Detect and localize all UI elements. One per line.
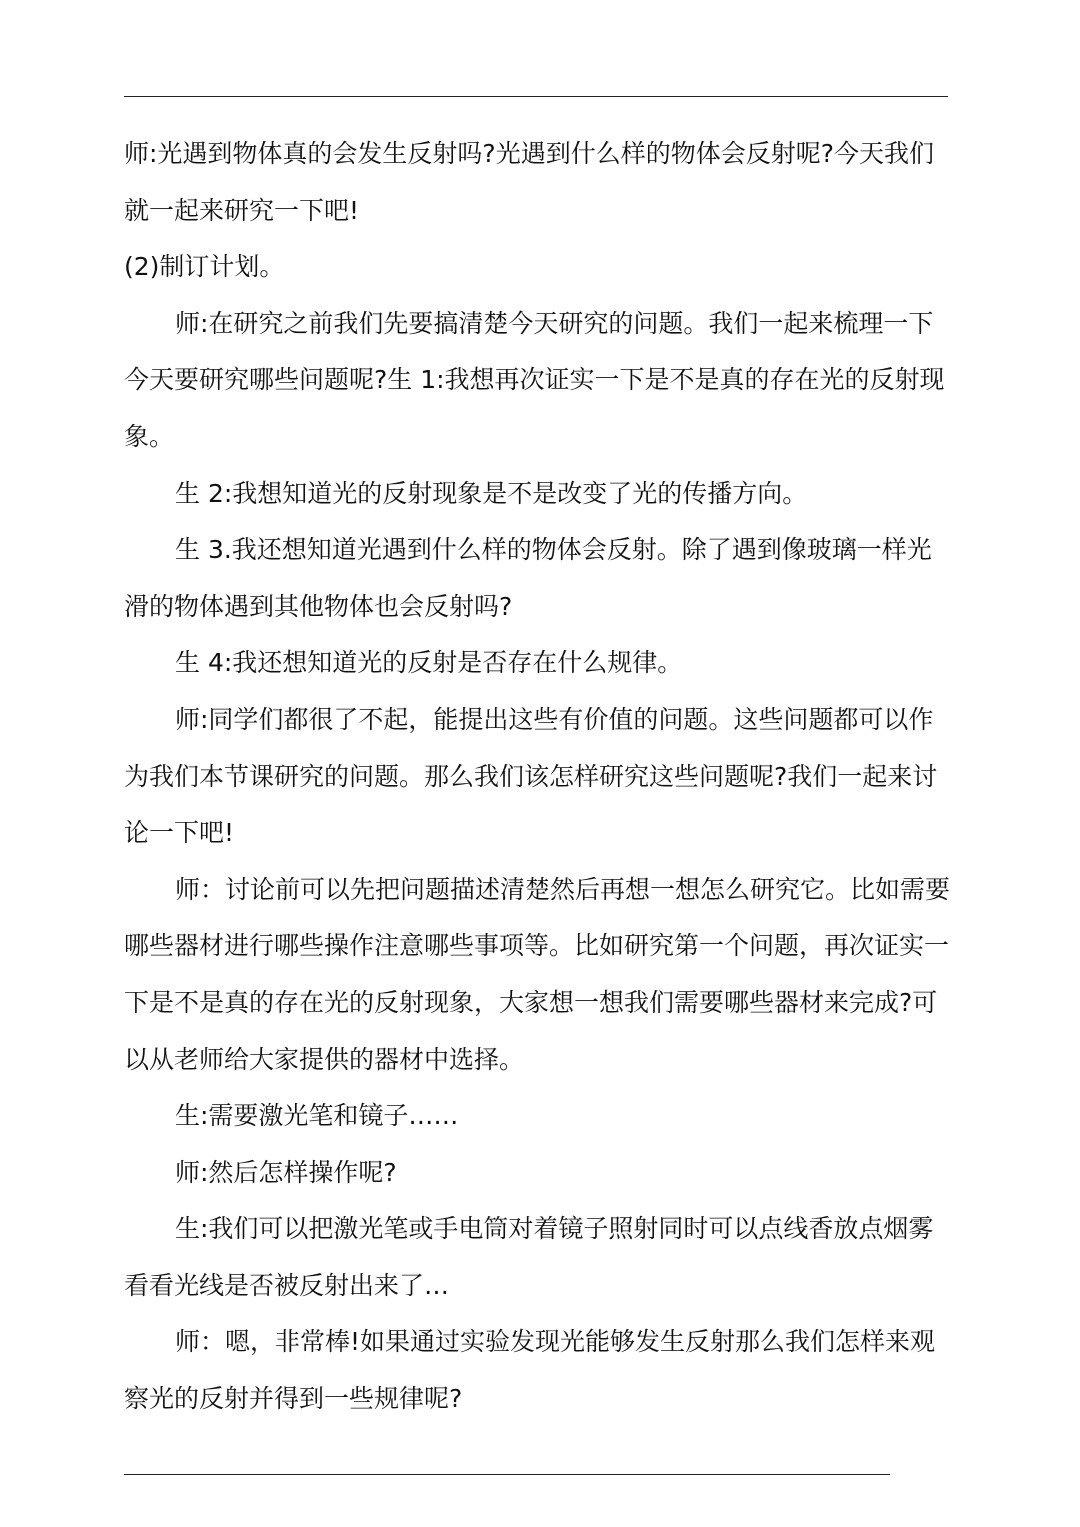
paragraph: 生 2:我想知道光的反射现象是不是改变了光的传播方向。 (175, 478, 808, 508)
document-body (124, 126, 956, 1428)
paragraph: 师:在研究之前我们先要搞清楚今天研究的问题。我们一起来梳理一下今天要研究哪些问题呢?生 1:我想再次证实一下是不是真的存在光的反射现象。 (124, 308, 945, 451)
paragraph: 生 4:我还想知道光的反射是否存在什么规律。 (175, 648, 683, 678)
paragraph: 生 3.我还想知道光遇到什么样的物体会反射。除了遇到像玻璃一样光滑的物体遇到其他物体也会反射吗? (124, 535, 932, 621)
paragraph: 师：嗯，非常棒!如果通过实验发现光能够发生反射那么我们怎样来观察光的反射并得到一些规律呢? (124, 1327, 936, 1414)
paragraph: (2)制订计划。 (124, 252, 285, 282)
paragraph: 师:然后怎样操作呢? (175, 1157, 397, 1187)
paragraph: 生:需要激光笔和镜子…… (175, 1101, 459, 1131)
paragraph: 师：讨论前可以先把问题描述清楚然后再想一想怎么研究它。比如需要哪些器材进行哪些操作注意哪些事项等。比如研究第一个问题，再次证实一下是不是真的存在光的反射现象，大家想一想我们需要哪些器材来完成?可以从老师给大家提供的器材中选择。 (124, 874, 951, 1074)
paragraph: 生:我们可以把激光笔或手电筒对着镜子照射同时可以点线香放点烟雾看看光线是否被反射出来了… (124, 1214, 934, 1300)
paragraph: 师:光遇到物体真的会发生反射吗?光遇到什么样的物体会反射呢?今天我们就一起来研究一下吧! (124, 139, 934, 225)
header-rule (124, 96, 948, 97)
footer-rule (124, 1474, 890, 1475)
paragraph: 师:同学们都很了不起，能提出这些有价值的问题。这些问题都可以作为我们本节课研究的问题。那么我们该怎样研究这些问题呢?我们一起来讨论一下吧! (124, 704, 938, 848)
